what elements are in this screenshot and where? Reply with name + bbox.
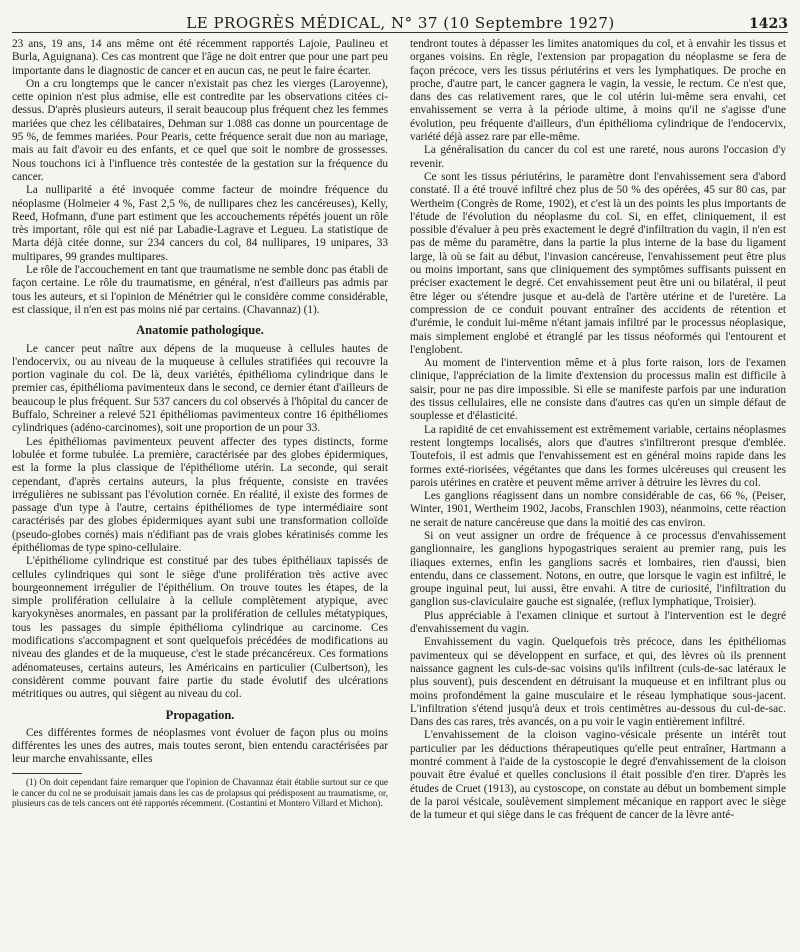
- paragraph: Envahissement du vagin. Quelquefois très précoce, dans les épithéliomas pavimenteux qui se développent en surface, et qui, des lèvres où ils prennent naissance gagnent les culs-de-sac voisins qu'ils infiltrent (culs-de-sac latéraux le plus souvent), puis descendent en détruisant la muqueuse et en infiltrant plus ou moins profondément la gaine musculaire et le réseau lymphatique sous-jacent. L'infiltration s'étend jusqu'à deux et trois centimètres au-dessous du cul-de-sac. Dans des cas rares, très avancés, on a pu voir le vagin entièrement infiltré.: [410, 636, 786, 729]
- paragraph: Le rôle de l'accouchement en tant que traumatisme ne semble donc pas établi de façon certaine. Le rôle du traumatisme, en général, n'est d'ailleurs pas admis par tous les auteurs, et si l'opinion de Ménétrier qui le considère comme considérable, est classique, il n'en est pas moins nié par certains. (Chavannaz) (1).: [12, 264, 388, 316]
- paragraph: 23 ans, 19 ans, 14 ans même ont été récemment rapportés Lajoie, Paulineu et Burla, Aguignana). Ces cas montrent que l'âge ne doit entrer que pour une part peu importante dans le diagnostic de cancer et en aucun cas, ne peut le faire écarter.: [12, 38, 388, 77]
- section-heading-propagation: Propagation.: [165, 707, 235, 722]
- paragraph: On a cru longtemps que le cancer n'existait pas chez les vierges (Laroyenne), cette opinion n'est plus admise, elle est contredite par les observations citées ci-dessus. D'après plusieurs auteurs, il serait beaucoup plus fréquent chez les femmes mariées que chez les célibataires, Dehman sur 1.088 cas donne un pourcentage de 95 %, de femmes mariées. Pour Pearis, cette fréquence serait due non au mariage, mais au fait d'avoir eu des enfants, et ce quel que soit le nombre de grossesses. Nous touchons ici à l'influence très contestée de la gestation sur la fréquence du cancer.: [12, 77, 388, 183]
- paragraph: tendront toutes à dépasser les limites anatomiques du col, et à envahir les tissus et organes voisins. En règle, l'extension par propagation du néoplasme se fera de façon précoce, vers les tissus périutérins et vers les lymphatiques. De proche en proche, d'autre part, le cancer gagnera le vagin, la vessie, le rectum. Ce n'est que, dans des cas relativement rares, que le col utérin lui-même sera envahi, cet envahissement se verra à la période ultime, à moins qu'il ne s'agisse d'une évolution, peu fréquente d'ailleurs, d'un épithélioma cylindrique de l'endocervix, variété déjà assez rare par elle-même.: [410, 38, 786, 144]
- paragraph: L'envahissement de la cloison vagino-vésicale présente un intérêt tout particulier par les déductions thérapeutiques qu'elle peut entraîner, Hartmann a montré comment à l'aide de la cystoscopie le degré d'envahissement de la cloison pouvait être évalué et quelles conclusions il était possible d'en tirer. D'après les études de Cruet (1913), au cystoscope, on constate au début un bombement simple de la paroi vésicale, soulèvement simplement mécanique en rapport avec le siège de la tumeur et qui siège dans le cas fréquent de cancer de la lèvre anté-: [410, 729, 786, 822]
- paragraph: Les épithéliomas pavimenteux peuvent affecter des types distincts, forme lobulée et forme tubulée. La première, caractérisée par des globes épidermiques, est la forme la plus classique de l'épithéliome utérin. La seconde, qui serait cependant, d'après certains auteurs, la plus fréquente, consiste en travées irrégulières ne subissant pas l'évolution cornée. En réalité, il existe des formes de passage d'un type à l'autre, certains épithéliomes de type intermédiaire sont caractérisés par des globes épidermiques ayant subi une transformation colloïde (pseudo-globes cornés) mais n'édifiant pas de vrais globes kératinisés comme les épithéliomas de type spino-cellulaire.: [12, 435, 388, 554]
- footnote-divider: [12, 773, 82, 774]
- paragraph: Au moment de l'intervention même et à plus forte raison, lors de l'examen clinique, l'appréciation de la limite d'extension du processus malin est difficile à saisir, pour ne pas dire impossible. Si elle se manifeste parfois par une induration des tissus cellulaires, elle ne consiste dans d'autres cas qu'en un simple défaut de souplesse et d'élasticité.: [410, 357, 786, 423]
- paragraph: L'épithéliome cylindrique est constitué par des tubes épithéliaux tapissés de cellules cylindriques qui sont le siège d'une prolifération très active avec bourgeonnement irrégulier de l'épithélium. On trouve toutes les étapes, de la simple prolifération cellulaire à la cellule complètement atypique, avec karyokynèses anormales, en passant par la prolifération de cellules métatypiques, tous les passages du simple épithélioma cylindrique au carcinome. Ces modifications s'accompagnent et sont quelquefois précédées de modifications au niveau des glandes et de la muqueuse, c'est le stade précancéreux. Ces formations adénomateuses, certains auteurs, les Américains en particulier (Culbertson), les considèrent comme pouvant faire partie du stade évolutif des ulcérations métritiques ou autres, qui siègent au niveau du col.: [12, 555, 388, 701]
- page-number: 1423: [749, 16, 788, 32]
- paragraph: Ces différentes formes de néoplasmes vont évoluer de façon plus ou moins différentes les unes des autres, mais toutes seront, bien entendu caractérisées par leur marche envahissante, elles: [12, 726, 388, 766]
- page-header: [12, 6, 788, 33]
- footnote: (1) On doit cependant faire remarquer que l'opinion de Chavannaz était établie surtout sur ce que le cancer du col ne se produisait jamais dans les cas de prolapsus qui prédisposent au traumatisme, or, plusieurs cas de tels cancers ont été rapportés récemment. (Costantini et Montero Villard et Michon).: [12, 776, 388, 809]
- left-column: [12, 38, 388, 809]
- paragraph: La nulliparité a été invoquée comme facteur de moindre fréquence du néoplasme (Holmeier 4 %, Fast 2,5 %, de nullipares chez les cancéreuses), Kelly, Reed, Hofmann, d'une part estiment que les accouchements répétés jouent un rôle très important, rôle qui est nié par Labadie-Lagrave et Legueu. La statistique de Marta déjà citée donne, sur 234 cancers du col, 84 nullipares, 19 unipares, 33 multipares, 99 grandes multipares.: [12, 184, 388, 263]
- section-heading-anatomie: Anatomie pathologique.: [136, 323, 264, 338]
- right-column: [410, 38, 786, 823]
- paragraph: La généralisation du cancer du col est une rareté, nous aurons l'occasion d'y revenir.: [410, 144, 786, 170]
- journal-title: LE PROGRÈS MÉDICAL, N° 37 (10 Septembre 1927): [186, 14, 615, 32]
- paragraph: Les ganglions réagissent dans un nombre considérable de cas, 66 %, (Peiser, Winter, 1901, Wertheim 1902, Jacobs, Franschlen 1903), néanmoins, cette réaction ne serait de nature cancéreuse que dans la moitié des cas environ.: [410, 490, 786, 529]
- paragraph: Si on veut assigner un ordre de fréquence à ce processus d'envahissement ganglionnaire, les ganglions hypogastriques seraient au premier rang, puis les iliaques externes, enfin les ganglions sacrés et lombaires, rien d'aussi, bien entendu, dans ce classement. Notons, en outre, que lorsque le vagin est infiltré, le groupe inguinal peut, lui aussi, être envahi. A titre de curiosité, l'infiltration du ganglion sus-claviculaire gauche est signalée, (reflux lymphatique, Troisier).: [410, 529, 786, 609]
- paragraph: Plus appréciable à l'examen clinique et surtout à l'intervention est le degré d'envahissement du vagin.: [410, 609, 786, 636]
- paragraph: Le cancer peut naître aux dépens de la muqueuse à cellules hautes de l'endocervix, ou au niveau de la muqueuse à cellules stratifiées qui recouvre la portion vaginale du col. De là, deux variétés, épithélioma cylindrique dans le premier cas, épithélioma pavimenteux dans le second, ce dernier étant d'ailleurs de beaucoup le plus fréquent. Sur 537 cancers du col observés à l'hôpital du cancer de Buffalo, Schreiner a relevé 521 épithéliomas pavimenteux contre 16 épithéliomes cylindriques (adéno-carcinomes), soit une proportion de un pour 33.: [12, 342, 388, 435]
- paragraph: La rapidité de cet envahissement est extrêmement variable, certains néoplasmes restent longtemps localisés, alors que d'autres s'infiltreront presque d'emblée. Toutefois, il est admis que l'envahissement est en général moins rapide dans les formes exté-riorisées, végétantes que dans les formes ulcéreuses qui creusent les parois utérines en cratère et peuvent même arriver à détruire les lèvres du col.: [410, 423, 786, 489]
- paragraph: Ce sont les tissus périutérins, le paramètre dont l'envahissement sera d'abord constaté. Il a été trouvé infiltré chez plus de 50 % des opérées, 45 sur 80 cas, par Wertheim (Congrès de Rome, 1902), et c'est là un des points les plus importants de l'étude de l'évolution du néoplasme du col. Si, en effet, cliniquement, il est possible d'évaluer à peu près exactement le degré d'infiltration du vagin, il n'en est pas de même du paramètre, dans la partie la plus interne de la base du ligament large, là où se fait au début, l'invasion cancéreuse, l'envahissement peut être plus ou moins important, sans que cliniquement des symptômes suffisants puissent en préciser exactement le degré. Cet envahissement peut être uni ou bilatéral, il peut être léger ou s'étendre jusque et au-delà de l'artère utérine et de l'uretère. La compression de ce conduit pouvant entraîner des accidents de rétention et d'urémie, le conduit lui-même n'étant jamais infiltré par le processus néoplasique, mais simplement englobé et étranglé par les tissus néoformés qui l'entourent et l'englobent.: [410, 170, 786, 356]
